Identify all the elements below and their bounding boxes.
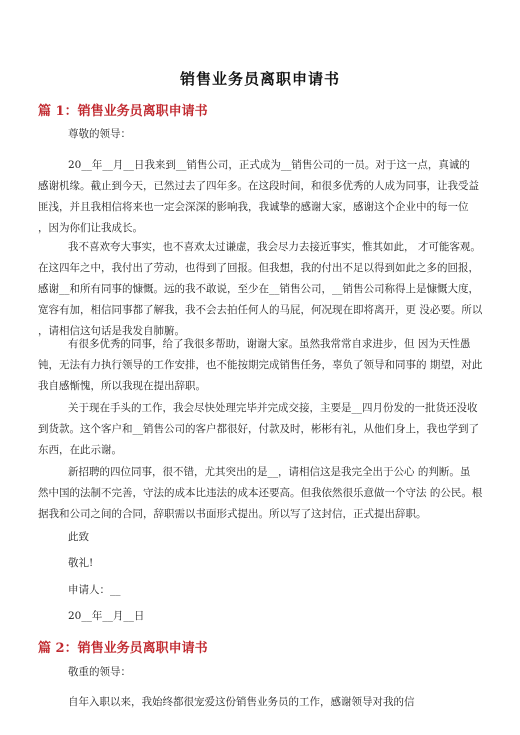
paragraph-line: 有很多优秀的同事，给了我很多帮助，谢谢大家。虽然我常常自求进步，但 因为天性愚 bbox=[68, 338, 471, 350]
paragraph-line: 感谢__和所有同事的慷慨。远的我不敢说，至少在__销售公司，__销售公司称得上是慷慨大度， bbox=[38, 283, 479, 295]
paragraph-line: ，因为你们让我成长。 bbox=[38, 222, 143, 234]
paragraph-line: 在这四年之中，我付出了劳动，也得到了回报。但我想，我的付出不足以得到如此之多的回报， bbox=[38, 262, 479, 274]
paragraph-line: 新招聘的四位同事，很不错，尤其突出的是__，请相信这是我完全出于公心 的判断。虽 bbox=[68, 466, 471, 478]
paragraph-line: 据我和公司之间的合同，辞职需以书面形式提出。所以写了这封信，正式提出辞职。 bbox=[38, 508, 427, 520]
paragraph-line: 钝，无法有力执行领导的工作安排，也不能按期完成销售任务，辜负了领导和同事的 期望，对此 bbox=[38, 359, 483, 371]
date-line: 20__年__月__日 bbox=[68, 610, 145, 622]
paragraph-line: 到货款。这个客户和__销售公司的客户都很好，付款及时，彬彬有礼，从他们身上，我也学到了 bbox=[38, 423, 479, 435]
paragraph-line: 我不喜欢夸大事实，也不喜欢太过谦虚，我会尽力去接近事实，惟其如此， 才可能客观。 bbox=[68, 241, 481, 253]
section-2-salutation: 敬重的领导： bbox=[68, 666, 131, 678]
paragraph-line: 20__年__月__日我来到__销售公司，正式成为__销售公司的一员。对于这一点，真诚的 bbox=[68, 159, 470, 171]
section-1-paragraph-1 bbox=[38, 155, 488, 239]
paragraph-line: ，请相信这句话是我发自肺腑。 bbox=[38, 325, 185, 337]
section-1-paragraph-3 bbox=[38, 334, 488, 397]
section-1-heading: 篇 1：销售业务员离职申请书 bbox=[38, 104, 208, 119]
section-1-paragraph-5 bbox=[38, 462, 488, 525]
section-2-heading: 篇 2：销售业务员离职申请书 bbox=[38, 641, 208, 656]
paragraph-line: 关于现在手头的工作，我会尽快处理完毕并完成交接，主要是__四月份发的一批货还没收 bbox=[68, 402, 478, 414]
section-2-paragraph-1: 自年入职以来，我始终都很宠爱这份销售业务员的工作，感谢领导对我的信 bbox=[68, 696, 415, 708]
section-1-paragraph-2 bbox=[38, 237, 488, 342]
paragraph-line: 然中国的法制不完善，守法的成本比违法的成本还要高。但我依然很乐意做一个守法 的公民。根 bbox=[38, 487, 483, 499]
closing-salute: 敬礼! bbox=[68, 557, 94, 569]
paragraph-line: 匪浅，并且我相信将来也一定会深深的影响我，我诚挚的感谢大家，感谢这个企业中的每一位 bbox=[38, 201, 469, 213]
paragraph-line: 宽容有加，相信同事都了解我，我不会去拍任何人的马屁，何况现在即将离开，更 没必要。所以 bbox=[38, 304, 483, 316]
paragraph-line: 感谢机缘。截止到今天，已然过去了四年多。在这段时间，和很多优秀的人成为同事，让我受益 bbox=[38, 180, 479, 192]
paragraph-line: 东西，在此示谢。 bbox=[38, 444, 122, 456]
section-1-paragraph-4 bbox=[38, 398, 488, 461]
document-title: 销售业务员离职申请书 bbox=[179, 70, 340, 88]
closing-greeting: 此致 bbox=[68, 531, 89, 543]
paragraph-line: 我自感惭愧，所以我现在提出辞职。 bbox=[38, 380, 206, 392]
applicant-line: 申请人：__ bbox=[68, 584, 121, 596]
section-1-salutation: 尊敬的领导： bbox=[68, 128, 131, 140]
